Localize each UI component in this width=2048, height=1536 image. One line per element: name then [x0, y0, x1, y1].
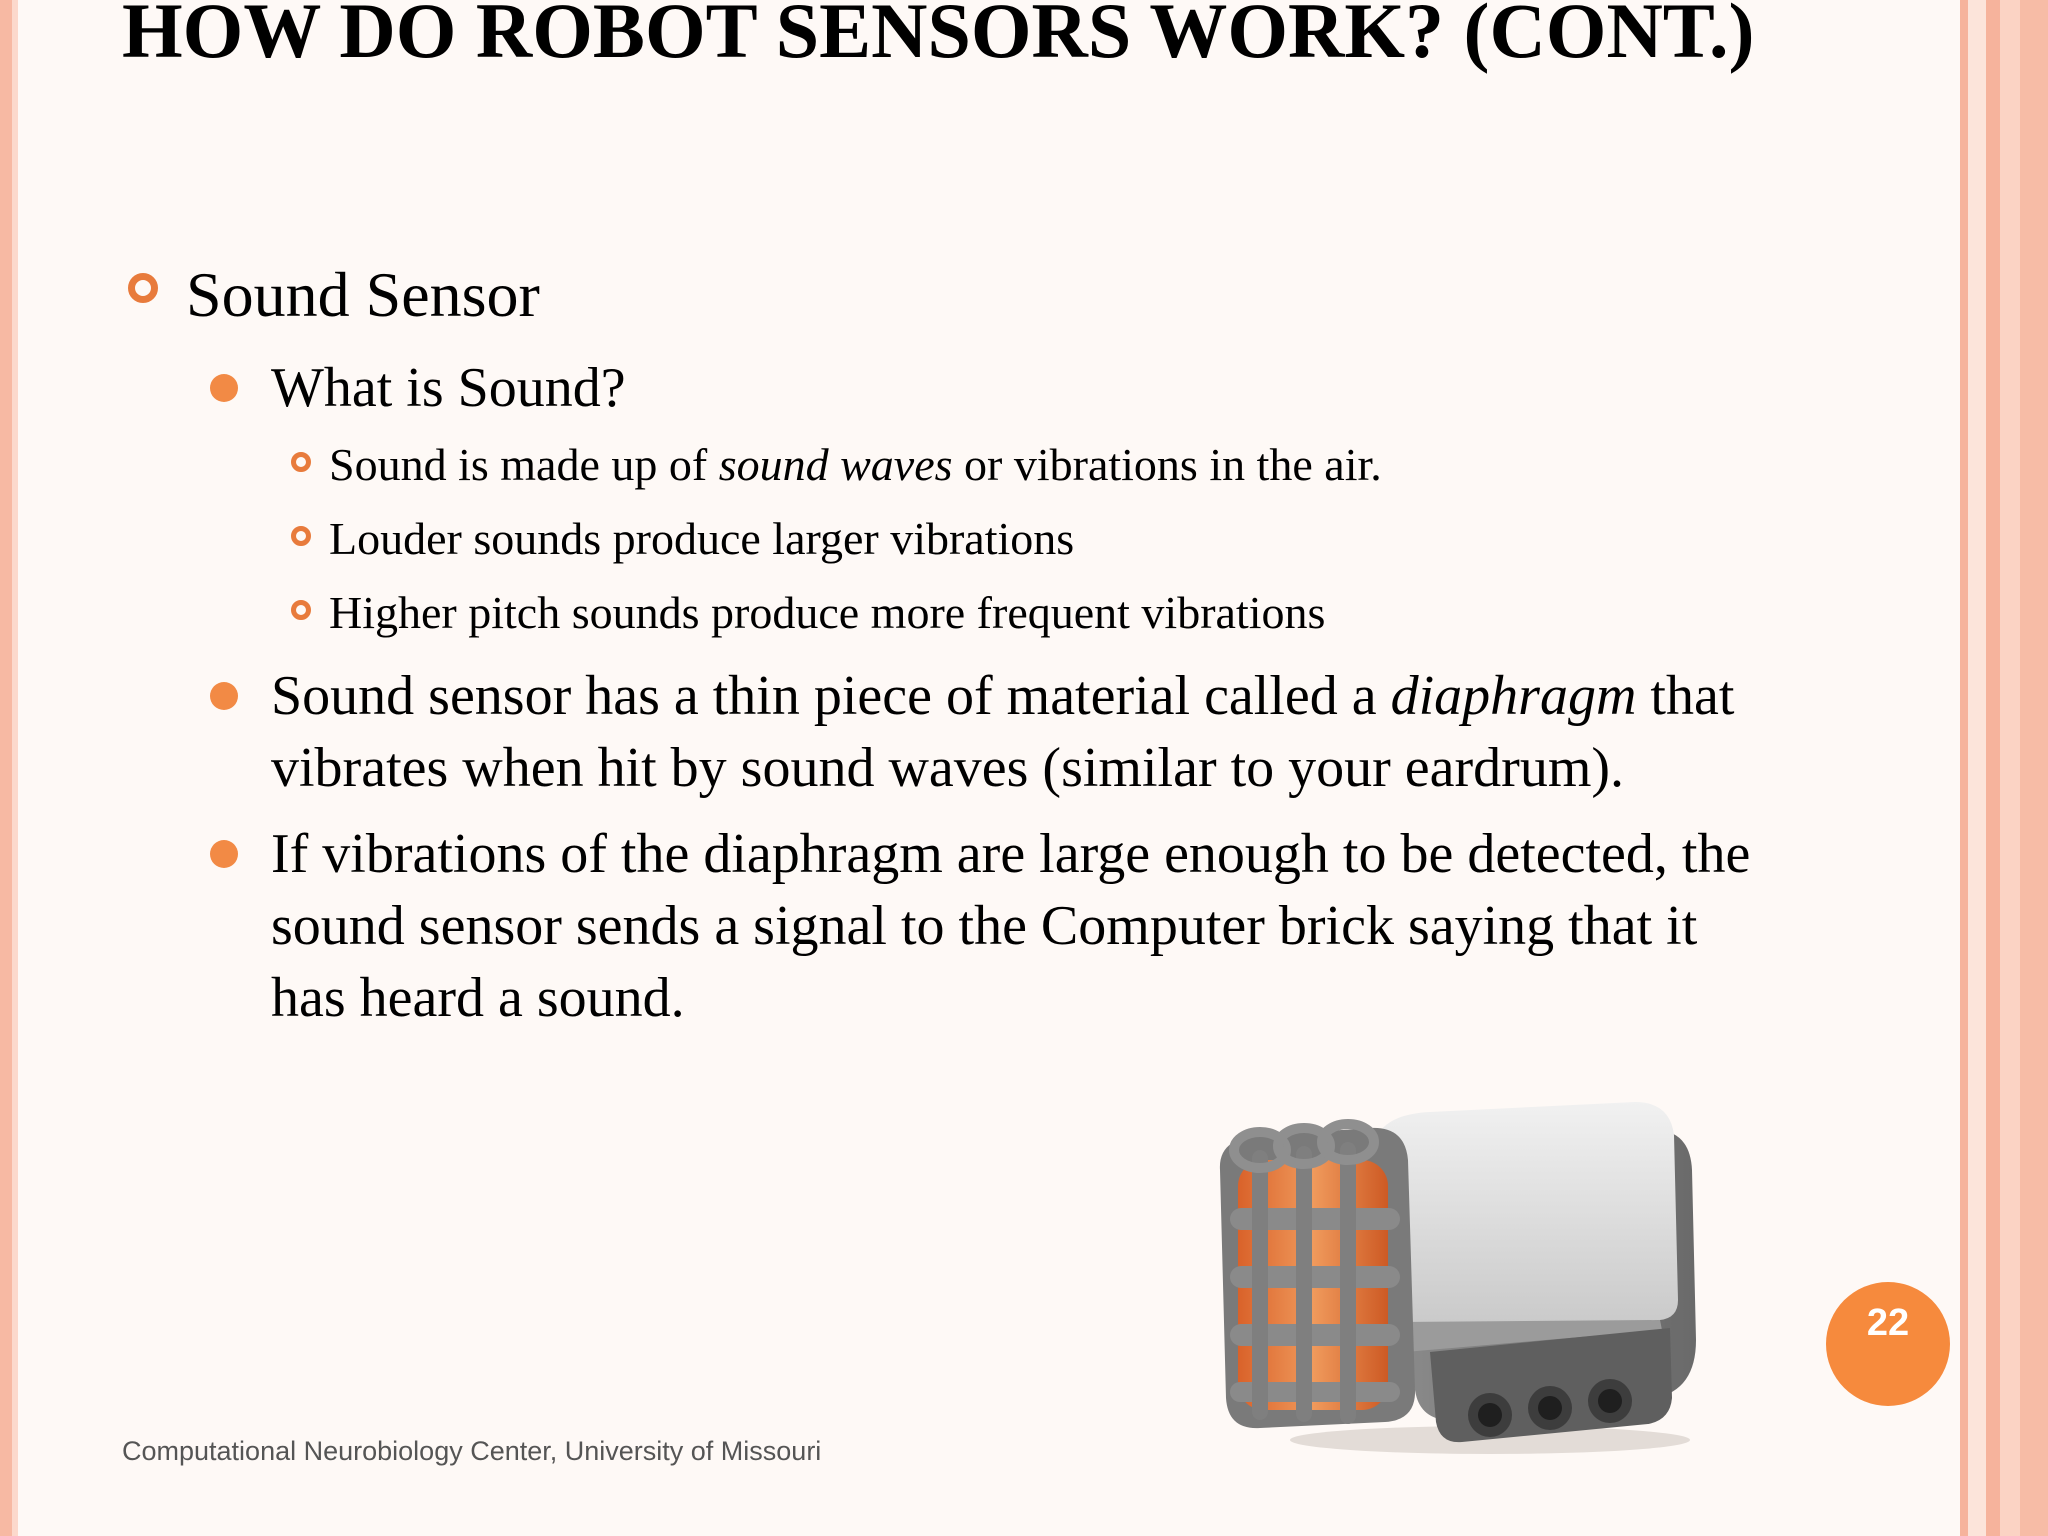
bullet-sound-waves — [291, 437, 1382, 493]
ring-bullet-icon — [291, 600, 311, 620]
bullet-what-is-sound — [210, 352, 626, 424]
bullet-detection — [210, 818, 1750, 1034]
bullet-text: Louder sounds produce larger vibrations — [329, 513, 1075, 564]
right-border-stripe — [1968, 0, 1986, 1536]
emphasis-text: diaphragm — [1390, 665, 1637, 727]
emphasis-text: sound waves — [718, 439, 953, 490]
page-number: 22 — [1866, 1302, 1910, 1344]
bullet-text: Sound Sensor — [186, 259, 540, 330]
dot-bullet-icon — [210, 682, 238, 710]
bullet-louder-sounds — [291, 511, 1074, 567]
dot-bullet-icon — [210, 374, 238, 402]
bullet-sound-sensor — [128, 258, 540, 332]
bullet-text: Sound is made up of sound waves or vibrations in the air. — [329, 439, 1382, 490]
sound-sensor-image — [1200, 1090, 1720, 1470]
ring-bullet-icon — [128, 273, 158, 303]
page-number-badge — [1826, 1282, 1950, 1406]
bullet-diaphragm — [210, 660, 1734, 804]
footer-text: Computational Neurobiology Center, University of Missouri — [122, 1436, 822, 1466]
right-border-stripe — [2020, 0, 2048, 1536]
left-border-stripe — [0, 0, 12, 1536]
bullet-text: What is Sound? — [271, 357, 626, 419]
ring-bullet-icon — [291, 526, 311, 546]
bullet-text: Sound sensor has a thin piece of material called a diaphragm that vibrates when hit by sound waves (similar to your eardrum). — [271, 665, 1735, 799]
bullet-text: Higher pitch sounds produce more frequent vibrations — [329, 587, 1326, 638]
left-border-inner-stripe — [12, 0, 18, 1536]
slide-title: HOW DO ROBOT SENSORS WORK? (CONT.) — [122, 0, 1755, 74]
right-border-stripe — [2000, 0, 2020, 1536]
dot-bullet-icon — [210, 840, 238, 868]
bullet-higher-pitch — [291, 585, 1325, 641]
right-border-stripe — [1986, 0, 2000, 1536]
ring-bullet-icon — [291, 452, 311, 472]
right-border-stripe — [1960, 0, 1968, 1536]
bullet-text: If vibrations of the diaphragm are large enough to be detected, the sound sensor sends a signal to the Computer brick saying that it has heard a sound. — [271, 823, 1751, 1029]
